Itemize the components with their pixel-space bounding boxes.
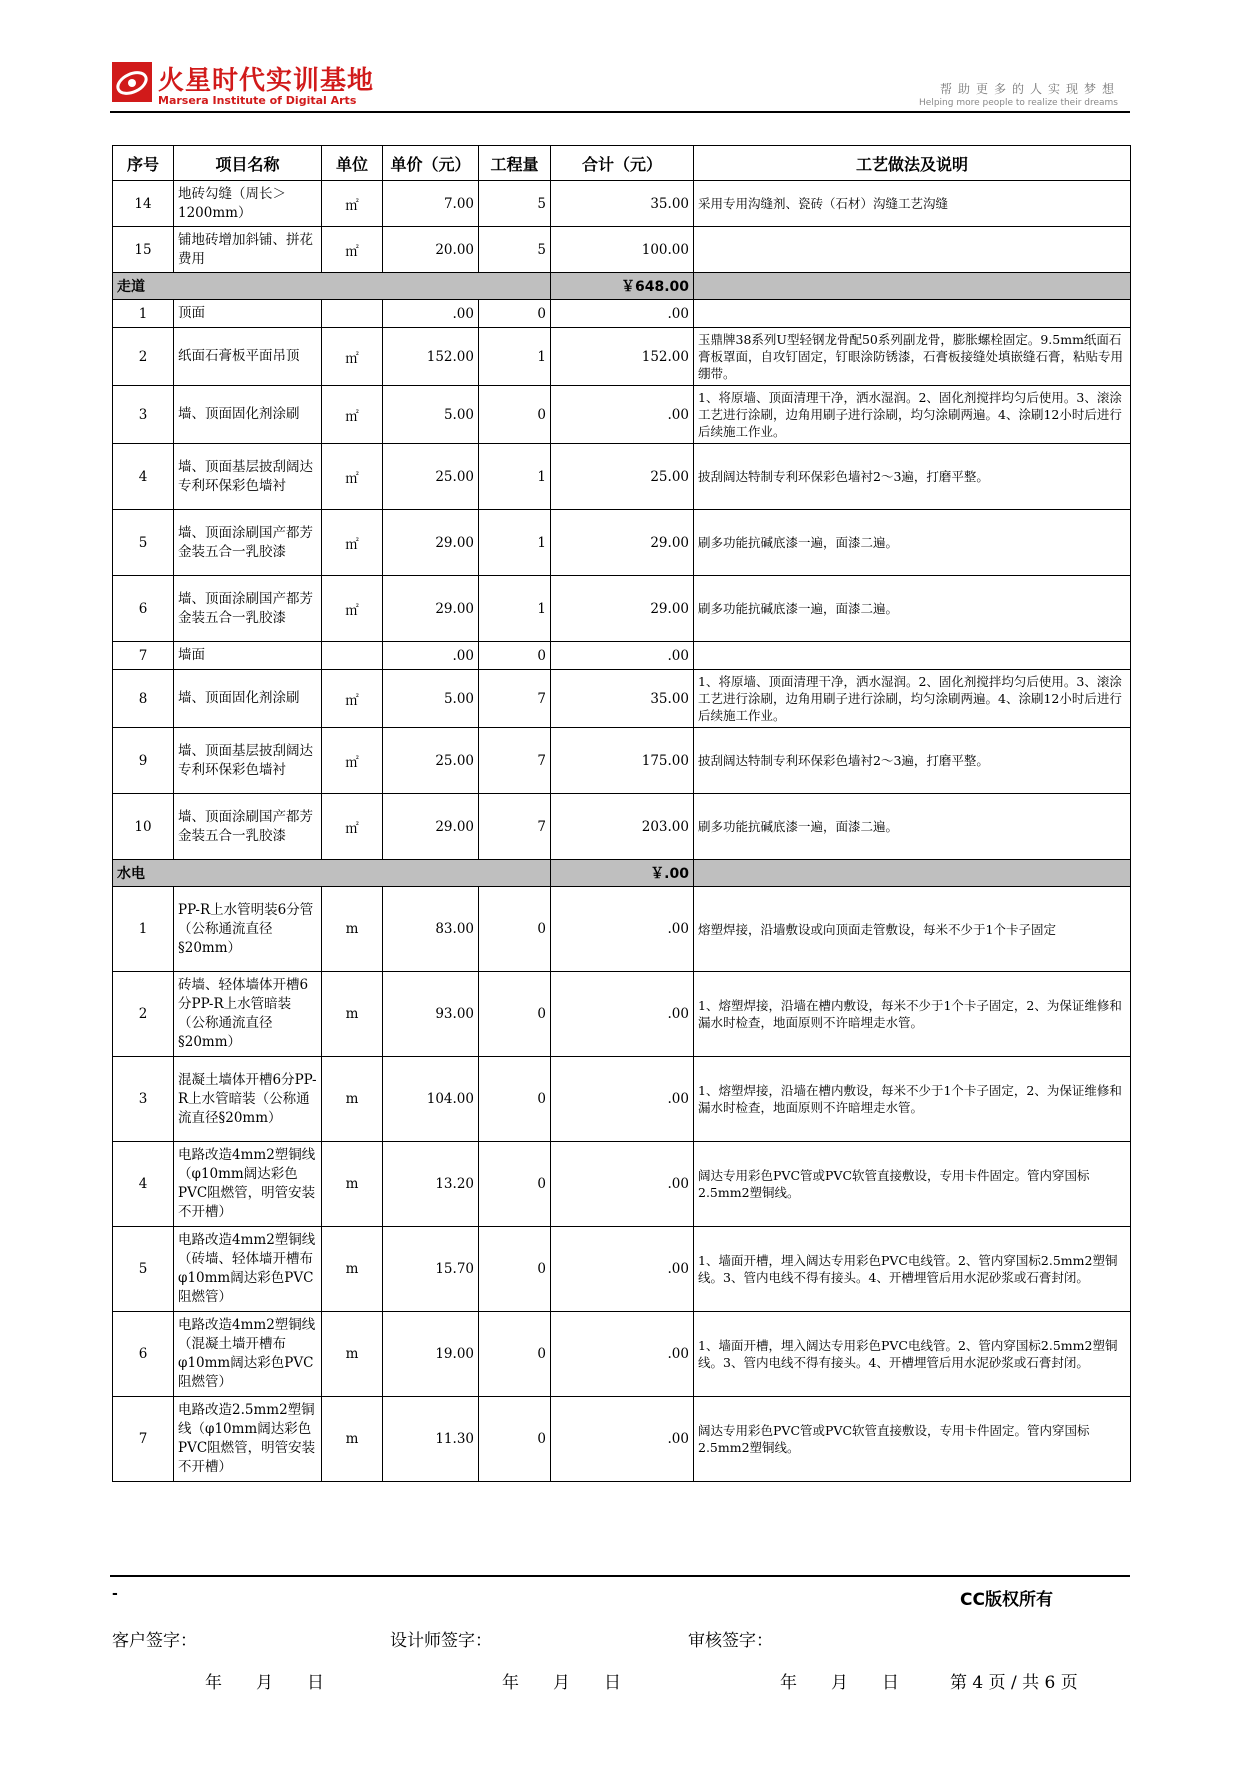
cell-price: 15.70 xyxy=(383,1227,479,1312)
cell-no: 5 xyxy=(113,510,174,576)
cell-unit: m xyxy=(322,1397,383,1482)
cell-total: .00 xyxy=(551,642,694,670)
col-header-qty: 工程量 xyxy=(479,146,551,181)
cell-unit: ㎡ xyxy=(322,444,383,510)
footer-dash: - xyxy=(112,1586,118,1602)
cell-price: 5.00 xyxy=(383,386,479,444)
table-row xyxy=(113,181,1131,227)
table-row xyxy=(113,510,1131,576)
section-row xyxy=(113,273,1131,300)
cell-desc: 1、墙面开槽，埋入阔达专用彩色PVC电线管。2、管内穿国标2.5mm2塑铜线。3、管内电线不得有接头。4、开槽埋管后用水泥砂浆或石膏封闭。 xyxy=(694,1312,1131,1397)
cell-unit: m xyxy=(322,1057,383,1142)
cell-name: 电路改造4mm2塑铜线（混凝土墙开槽布φ10mm阔达彩色PVC阻燃管） xyxy=(174,1312,322,1397)
cell-no: 7 xyxy=(113,1397,174,1482)
section-desc xyxy=(694,273,1131,300)
page-header xyxy=(110,58,1130,116)
table-row xyxy=(113,300,1131,328)
cell-price: .00 xyxy=(383,300,479,328)
cell-total: .00 xyxy=(551,1142,694,1227)
cell-no: 1 xyxy=(113,300,174,328)
cell-qty: 0 xyxy=(479,972,551,1057)
review-signature-label: 审核签字： xyxy=(688,1631,773,1651)
cell-total: .00 xyxy=(551,1397,694,1482)
cell-qty: 0 xyxy=(479,887,551,972)
section-total: ￥.00 xyxy=(551,860,694,887)
cell-no: 4 xyxy=(113,1142,174,1227)
page-number: 第 4 页 / 共 6 页 xyxy=(950,1673,1078,1693)
cell-unit xyxy=(322,642,383,670)
cell-name: 墙、顶面固化剂涂刷 xyxy=(174,386,322,444)
col-header-total: 合计（元） xyxy=(551,146,694,181)
table-row xyxy=(113,728,1131,794)
table-row xyxy=(113,887,1131,972)
cell-price: 5.00 xyxy=(383,670,479,728)
cell-no: 1 xyxy=(113,887,174,972)
cell-total: 175.00 xyxy=(551,728,694,794)
cell-desc: 熔塑焊接，沿墙敷设或向顶面走管敷设，每米不少于1个卡子固定 xyxy=(694,887,1131,972)
cell-qty: 1 xyxy=(479,510,551,576)
cell-name: 墙、顶面固化剂涂刷 xyxy=(174,670,322,728)
copyright-text: CC版权所有 xyxy=(960,1590,1053,1610)
cell-name: PP-R上水管明装6分管（公称通流直径§20mm） xyxy=(174,887,322,972)
cell-no: 10 xyxy=(113,794,174,860)
cell-total: 25.00 xyxy=(551,444,694,510)
cell-desc: 1、熔塑焊接，沿墙在槽内敷设，每米不少于1个卡子固定，2、为保证维修和漏水时检查，地面原则不许暗埋走水管。 xyxy=(694,1057,1131,1142)
header-divider xyxy=(110,111,1130,113)
cell-name: 电路改造4mm2塑铜线（砖墙、轻体墙开槽布φ10mm阔达彩色PVC阻燃管） xyxy=(174,1227,322,1312)
cell-desc: 阔达专用彩色PVC管或PVC软管直接敷设，专用卡件固定。管内穿国标2.5mm2塑铜线。 xyxy=(694,1142,1131,1227)
cell-desc: 采用专用沟缝剂、瓷砖（石材）沟缝工艺沟缝 xyxy=(694,181,1131,227)
cell-desc: 阔达专用彩色PVC管或PVC软管直接敷设，专用卡件固定。管内穿国标2.5mm2塑铜线。 xyxy=(694,1397,1131,1482)
cell-desc: 刷多功能抗碱底漆一遍，面漆二遍。 xyxy=(694,794,1131,860)
cell-name: 墙面 xyxy=(174,642,322,670)
cell-qty: 0 xyxy=(479,1397,551,1482)
cell-desc: 披刮阔达特制专利环保彩色墙衬2～3遍，打磨平整。 xyxy=(694,728,1131,794)
cell-unit: m xyxy=(322,972,383,1057)
cell-name: 墙、顶面基层披刮阔达专利环保彩色墙衬 xyxy=(174,728,322,794)
cell-price: 152.00 xyxy=(383,328,479,386)
cell-desc xyxy=(694,227,1131,273)
cell-price: 83.00 xyxy=(383,887,479,972)
cell-unit xyxy=(322,300,383,328)
cell-unit: m xyxy=(322,887,383,972)
cell-total: .00 xyxy=(551,1312,694,1397)
cell-qty: 7 xyxy=(479,728,551,794)
cell-total: 29.00 xyxy=(551,510,694,576)
cell-total: 35.00 xyxy=(551,670,694,728)
cell-name: 墙、顶面涂刷国产都芳金装五合一乳胶漆 xyxy=(174,576,322,642)
table-row xyxy=(113,670,1131,728)
cell-qty: 0 xyxy=(479,1227,551,1312)
cell-unit: ㎡ xyxy=(322,181,383,227)
cell-unit: ㎡ xyxy=(322,728,383,794)
cell-name: 电路改造4mm2塑铜线（φ10mm阔达彩色PVC阻燃管，明管安装不开槽） xyxy=(174,1142,322,1227)
cell-price: 11.30 xyxy=(383,1397,479,1482)
cell-no: 2 xyxy=(113,972,174,1057)
table-row xyxy=(113,328,1131,386)
table-row xyxy=(113,1142,1131,1227)
cell-total: .00 xyxy=(551,972,694,1057)
cell-unit: ㎡ xyxy=(322,576,383,642)
cell-qty: 0 xyxy=(479,386,551,444)
cell-unit: ㎡ xyxy=(322,670,383,728)
cell-qty: 0 xyxy=(479,1312,551,1397)
cell-total: .00 xyxy=(551,887,694,972)
customer-date: 年 月 日 xyxy=(205,1673,324,1693)
cell-total: 35.00 xyxy=(551,181,694,227)
cell-qty: 1 xyxy=(479,328,551,386)
table-row xyxy=(113,386,1131,444)
table-row xyxy=(113,1312,1131,1397)
customer-signature-label: 客户签字： xyxy=(112,1631,197,1651)
col-header-name: 项目名称 xyxy=(174,146,322,181)
cell-qty: 0 xyxy=(479,1142,551,1227)
cell-qty: 0 xyxy=(479,642,551,670)
cell-desc: 刷多功能抗碱底漆一遍，面漆二遍。 xyxy=(694,510,1131,576)
cell-total: 152.00 xyxy=(551,328,694,386)
cell-qty: 7 xyxy=(479,670,551,728)
cell-qty: 1 xyxy=(479,444,551,510)
cell-unit: ㎡ xyxy=(322,794,383,860)
cell-price: 20.00 xyxy=(383,227,479,273)
cell-price: 29.00 xyxy=(383,510,479,576)
footer-divider xyxy=(110,1575,1130,1577)
cell-name: 电路改造2.5mm2塑铜线（φ10mm阔达彩色PVC阻燃管，明管安装不开槽） xyxy=(174,1397,322,1482)
col-header-price: 单价（元） xyxy=(383,146,479,181)
table-row xyxy=(113,1227,1131,1312)
cell-unit: ㎡ xyxy=(322,328,383,386)
table-row xyxy=(113,227,1131,273)
section-row xyxy=(113,860,1131,887)
cell-desc: 1、将原墙、顶面清理干净，洒水湿润。2、固化剂搅拌均匀后使用。3、滚涂工艺进行涂刷，边角用刷子进行涂刷，均匀涂刷两遍。4、涂刷12小时后进行后续施工作业。 xyxy=(694,670,1131,728)
cell-total: .00 xyxy=(551,1057,694,1142)
cell-qty: 5 xyxy=(479,227,551,273)
cell-name: 墙、顶面基层披刮阔达专利环保彩色墙衬 xyxy=(174,444,322,510)
col-header-no: 序号 xyxy=(113,146,174,181)
cell-unit: m xyxy=(322,1227,383,1312)
table-row xyxy=(113,794,1131,860)
cell-unit: m xyxy=(322,1142,383,1227)
cell-no: 8 xyxy=(113,670,174,728)
table-row xyxy=(113,444,1131,510)
cell-unit: m xyxy=(322,1312,383,1397)
cell-unit: ㎡ xyxy=(322,227,383,273)
cell-price: 25.00 xyxy=(383,728,479,794)
cell-desc: 刷多功能抗碱底漆一遍，面漆二遍。 xyxy=(694,576,1131,642)
cell-desc: 1、墙面开槽，埋入阔达专用彩色PVC电线管。2、管内穿国标2.5mm2塑铜线。3、管内电线不得有接头。4、开槽埋管后用水泥砂浆或石膏封闭。 xyxy=(694,1227,1131,1312)
cell-name: 混凝土墙体开槽6分PP-R上水管暗装（公称通流直径§20mm） xyxy=(174,1057,322,1142)
cell-unit: ㎡ xyxy=(322,510,383,576)
cell-name: 铺地砖增加斜铺、拼花费用 xyxy=(174,227,322,273)
slogan-en: Helping more people to realize their dreams xyxy=(919,98,1118,108)
table-row xyxy=(113,642,1131,670)
cell-name: 顶面 xyxy=(174,300,322,328)
cell-price: 13.20 xyxy=(383,1142,479,1227)
cell-price: 29.00 xyxy=(383,794,479,860)
cell-total: 29.00 xyxy=(551,576,694,642)
slogan-cn: 帮助更多的人实现梦想 xyxy=(939,82,1120,96)
cell-total: 100.00 xyxy=(551,227,694,273)
cell-total: .00 xyxy=(551,1227,694,1312)
brand-name-en: Marsera Institute of Digital Arts xyxy=(158,94,357,107)
table-header-row xyxy=(113,146,1131,181)
cell-name: 纸面石膏板平面吊顶 xyxy=(174,328,322,386)
designer-date: 年 月 日 xyxy=(502,1673,621,1693)
cell-price: 19.00 xyxy=(383,1312,479,1397)
cell-no: 5 xyxy=(113,1227,174,1312)
section-desc xyxy=(694,860,1131,887)
cell-desc: 玉鼎牌38系列U型轻钢龙骨配50系列副龙骨，膨胀螺栓固定。9.5mm纸面石膏板罩面，自攻钉固定，钉眼涂防锈漆，石膏板接缝处填嵌缝石膏，粘贴专用绷带。 xyxy=(694,328,1131,386)
cell-no: 6 xyxy=(113,1312,174,1397)
cell-total: 203.00 xyxy=(551,794,694,860)
cell-price: .00 xyxy=(383,642,479,670)
cell-no: 2 xyxy=(113,328,174,386)
cell-desc xyxy=(694,300,1131,328)
cell-no: 14 xyxy=(113,181,174,227)
table-row xyxy=(113,1397,1131,1482)
cell-name: 砖墙、轻体墙体开槽6分PP-R上水管暗装（公称通流直径§20mm） xyxy=(174,972,322,1057)
section-total: ￥648.00 xyxy=(551,273,694,300)
cell-qty: 7 xyxy=(479,794,551,860)
cell-name: 墙、顶面涂刷国产都芳金装五合一乳胶漆 xyxy=(174,510,322,576)
cell-name: 地砖勾缝（周长＞1200mm） xyxy=(174,181,322,227)
brand-name-cn: 火星时代实训基地 xyxy=(158,66,375,96)
section-title: 走道 xyxy=(113,273,551,300)
cell-no: 3 xyxy=(113,386,174,444)
designer-signature-label: 设计师签字： xyxy=(390,1631,492,1651)
cell-desc: 1、熔塑焊接，沿墙在槽内敷设，每米不少于1个卡子固定，2、为保证维修和漏水时检查，地面原则不许暗埋走水管。 xyxy=(694,972,1131,1057)
table-row xyxy=(113,576,1131,642)
table-row xyxy=(113,1057,1131,1142)
cell-total: .00 xyxy=(551,386,694,444)
cell-no: 6 xyxy=(113,576,174,642)
col-header-desc: 工艺做法及说明 xyxy=(694,146,1131,181)
cell-no: 9 xyxy=(113,728,174,794)
cell-price: 93.00 xyxy=(383,972,479,1057)
review-date: 年 月 日 xyxy=(780,1673,899,1693)
cell-no: 7 xyxy=(113,642,174,670)
cell-no: 4 xyxy=(113,444,174,510)
cell-name: 墙、顶面涂刷国产都芳金装五合一乳胶漆 xyxy=(174,794,322,860)
cell-no: 15 xyxy=(113,227,174,273)
cell-desc: 披刮阔达特制专利环保彩色墙衬2～3遍，打磨平整。 xyxy=(694,444,1131,510)
cell-price: 7.00 xyxy=(383,181,479,227)
cell-total: .00 xyxy=(551,300,694,328)
cell-desc xyxy=(694,642,1131,670)
cell-price: 104.00 xyxy=(383,1057,479,1142)
cell-unit: ㎡ xyxy=(322,386,383,444)
table-row xyxy=(113,972,1131,1057)
section-title: 水电 xyxy=(113,860,551,887)
quotation-table xyxy=(112,145,1131,1482)
cell-price: 25.00 xyxy=(383,444,479,510)
cell-qty: 5 xyxy=(479,181,551,227)
col-header-unit: 单位 xyxy=(322,146,383,181)
cell-qty: 0 xyxy=(479,1057,551,1142)
cell-qty: 0 xyxy=(479,300,551,328)
cell-qty: 1 xyxy=(479,576,551,642)
cell-price: 29.00 xyxy=(383,576,479,642)
cell-desc: 1、将原墙、顶面清理干净，洒水湿润。2、固化剂搅拌均匀后使用。3、滚涂工艺进行涂刷，边角用刷子进行涂刷，均匀涂刷两遍。4、涂刷12小时后进行后续施工作业。 xyxy=(694,386,1131,444)
brand-logo-icon xyxy=(112,62,152,102)
cell-no: 3 xyxy=(113,1057,174,1142)
